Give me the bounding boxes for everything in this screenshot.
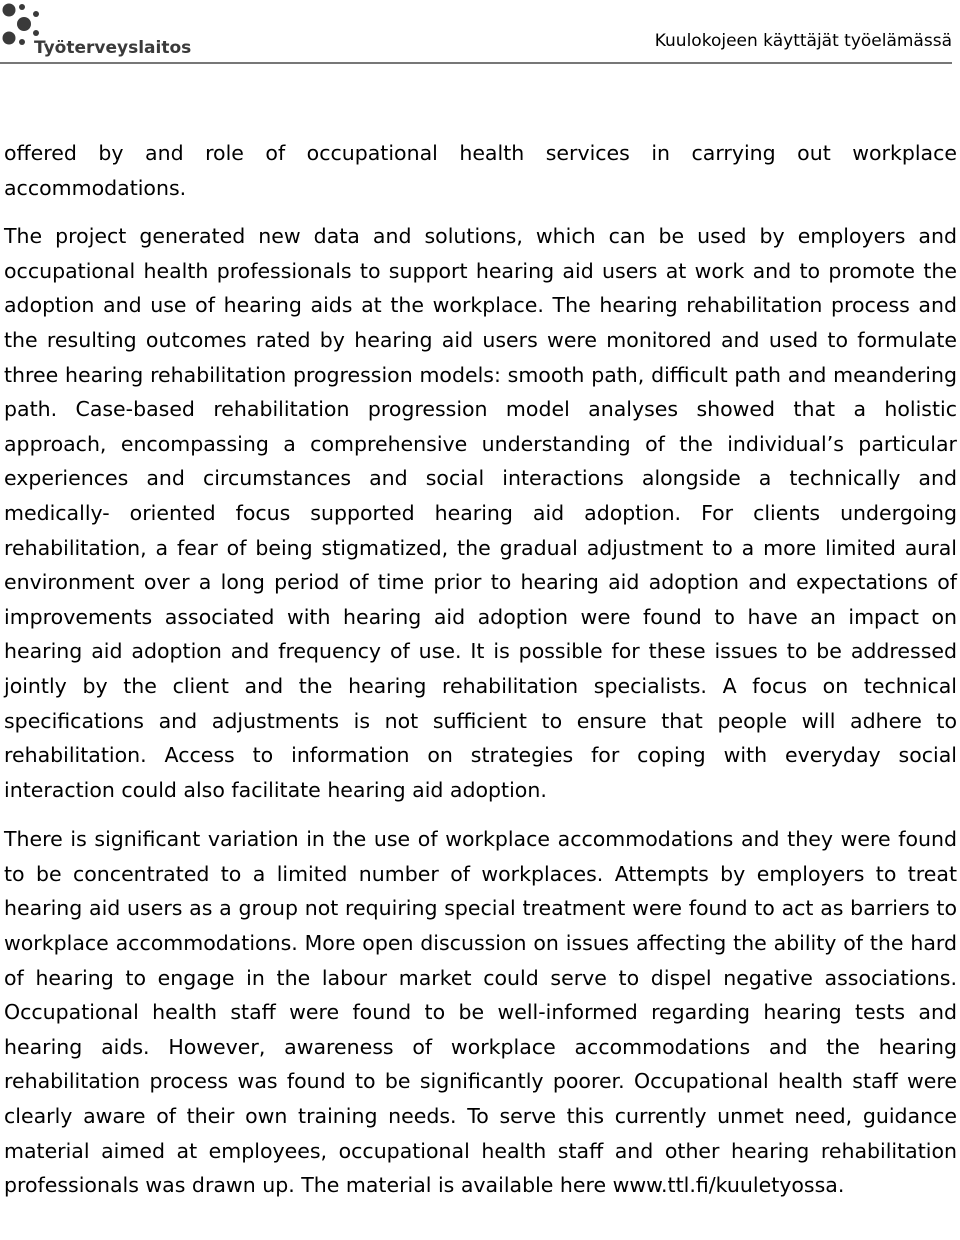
page-header xyxy=(0,0,960,66)
paragraph-3: There is significant variation in the use of workplace accommodations and they were found to be concentrated to a limited number of workplaces. Attempts by employers to treat hearing aid users as a group not requiring special treatment were found to act as barriers to workplace accommodations. More open discussion on issues affecting the ability of the hard of hearing to engage in the labour market could serve to dispel negative associations. Occupational health staff were found to be well-informed regarding hearing tests and hearing aids. However, awareness of workplace accommodations and the hearing rehabilitation process was found to be significantly poorer. Occupational health staff were clearly aware of their own training needs. To serve this currently unmet need, guidance material aimed at employees, occupational health staff and other hearing rehabilitation professionals was drawn up. The material is available here www.ttl.fi/kuuletyossa. xyxy=(4,827,957,1198)
header-divider xyxy=(0,62,952,64)
paragraph-2: The project generated new data and solutions, which can be used by employers and occupational health professionals to support hearing aid users at work and to promote the adoption and use of hearing aids at the workplace. The hearing rehabilitation process and the resulting outcomes rated by hearing aid users were monitored and used to formulate three hearing rehabilitation progression models: smooth path, difficult path and meandering path. Case-based rehabilitation progression model analyses showed that a holistic approach, encompassing a comprehensive understanding of the individual’s particular experiences and circumstances and social interactions alongside a technically and medically- oriented focus supported hearing aid adoption. For clients undergoing rehabilitation, a fear of being stigmatized, the gradual adjustment to a more limited aural environment over a long period of time prior to hearing aid adoption and expectations of improvements associated with hearing aid adoption were found to have an impact on hearing aid adoption and frequency of use. It is possible for these issues to be addressed jointly by the client and the hearing rehabilitation specialists. A focus on technical specifications and adjustments is not sufficient to ensure that people will adhere to rehabilitation. Access to information on strategies for coping with everyday social interaction could also facilitate hearing aid adoption. xyxy=(4,224,957,802)
paragraph-1: offered by and role of occupational health services in carrying out workplace accommodations. xyxy=(4,141,957,200)
document-title: Kuulokojeen käyttäjät työelämässä xyxy=(654,31,952,51)
svg-text:Työterveyslaitos: Työterveyslaitos xyxy=(34,38,192,58)
document-body xyxy=(4,136,957,1203)
ttl-logo xyxy=(2,2,192,58)
